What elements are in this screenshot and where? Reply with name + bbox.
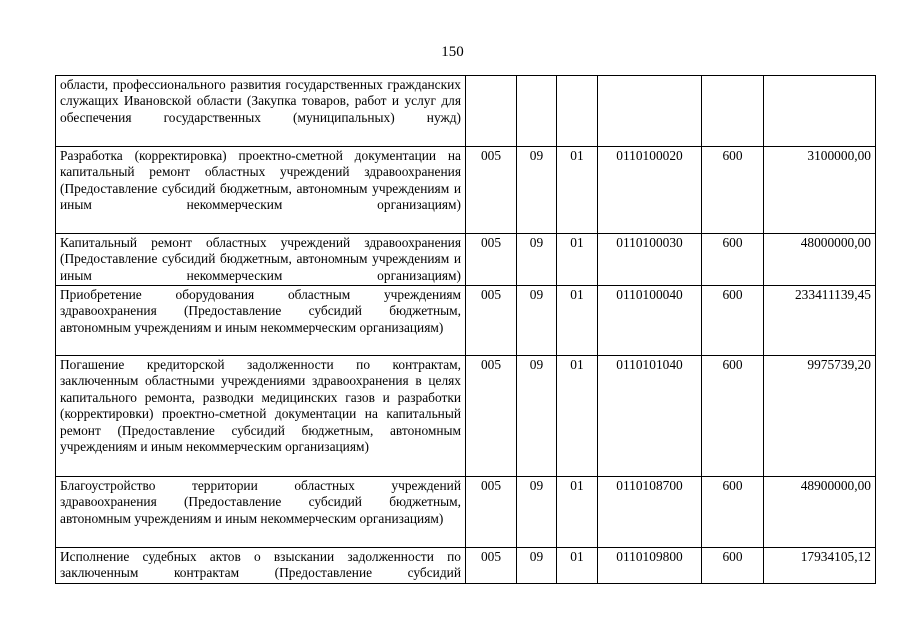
expense-type-code: 600 xyxy=(702,548,764,584)
table-row xyxy=(56,76,876,147)
table-row xyxy=(56,286,876,356)
target-code: 0110100020 xyxy=(598,147,702,234)
section-code: 09 xyxy=(517,286,557,356)
admin-code: 005 xyxy=(466,548,517,584)
row-description: Капитальный ремонт областных учреждений здравоохранения (Предоставление субсидий бюджетным, автономным учреждениям и иным некоммерческим организациям) xyxy=(56,234,466,286)
row-description: Приобретение оборудования областным учреждениям здравоохранения (Предоставление субсидий бюджетным, автономным учреждениям и иным некоммерческим организациям) xyxy=(56,286,466,356)
expense-type-code: 600 xyxy=(702,477,764,548)
admin-code: 005 xyxy=(466,234,517,286)
section-code xyxy=(517,76,557,147)
target-code: 0110109800 xyxy=(598,548,702,584)
target-code: 0110100030 xyxy=(598,234,702,286)
expense-type-code: 600 xyxy=(702,147,764,234)
admin-code: 005 xyxy=(466,477,517,548)
section-code: 09 xyxy=(517,356,557,477)
row-description: области, профессионального развития государственных гражданских служащих Ивановской области (Закупка товаров, работ и услуг для обеспечения государственных (муниципальных) нужд) xyxy=(56,76,466,147)
admin-code xyxy=(466,76,517,147)
amount: 3100000,00 xyxy=(764,147,876,234)
table-row xyxy=(56,548,876,584)
subsection-code: 01 xyxy=(557,147,598,234)
table-row xyxy=(56,477,876,548)
subsection-code: 01 xyxy=(557,234,598,286)
amount xyxy=(764,76,876,147)
amount: 9975739,20 xyxy=(764,356,876,477)
row-description: Благоустройство территории областных учреждений здравоохранения (Предоставление субсидий бюджетным, автономным учреждениям и иным некоммерческим организациям) xyxy=(56,477,466,548)
expense-type-code: 600 xyxy=(702,286,764,356)
admin-code: 005 xyxy=(466,356,517,477)
table-row xyxy=(56,356,876,477)
budget-table xyxy=(55,75,876,584)
subsection-code: 01 xyxy=(557,548,598,584)
admin-code: 005 xyxy=(466,147,517,234)
amount: 17934105,12 xyxy=(764,548,876,584)
row-description: Разработка (корректировка) проектно-сметной документации на капитальный ремонт областных учреждений здравоохранения (Предоставление субсидий бюджетным, автономным учреждениям и иным некоммерческим организациям) xyxy=(56,147,466,234)
row-description: Исполнение судебных актов о взыскании задолженности по заключенным контрактам (Предоставление субсидий xyxy=(56,548,466,584)
subsection-code: 01 xyxy=(557,477,598,548)
amount: 48000000,00 xyxy=(764,234,876,286)
section-code: 09 xyxy=(517,234,557,286)
table-row xyxy=(56,234,876,286)
subsection-code xyxy=(557,76,598,147)
section-code: 09 xyxy=(517,548,557,584)
expense-type-code: 600 xyxy=(702,234,764,286)
target-code: 0110101040 xyxy=(598,356,702,477)
table-row xyxy=(56,147,876,234)
row-description: Погашение кредиторской задолженности по контрактам, заключенным областными учреждениями здравоохранения в целях капитального ремонта, разводки медицинских газов и разработки (корректировки) проектно-сметной документации на капитальный ремонт (Предоставление субсидий бюджетным, автономным учреждениям и иным некоммерческим организациям) xyxy=(56,356,466,477)
amount: 233411139,45 xyxy=(764,286,876,356)
expense-type-code: 600 xyxy=(702,356,764,477)
expense-type-code xyxy=(702,76,764,147)
target-code: 0110108700 xyxy=(598,477,702,548)
section-code: 09 xyxy=(517,477,557,548)
amount: 48900000,00 xyxy=(764,477,876,548)
page-number: 150 xyxy=(441,44,464,60)
section-code: 09 xyxy=(517,147,557,234)
subsection-code: 01 xyxy=(557,286,598,356)
target-code xyxy=(598,76,702,147)
subsection-code: 01 xyxy=(557,356,598,477)
target-code: 0110100040 xyxy=(598,286,702,356)
admin-code: 005 xyxy=(466,286,517,356)
